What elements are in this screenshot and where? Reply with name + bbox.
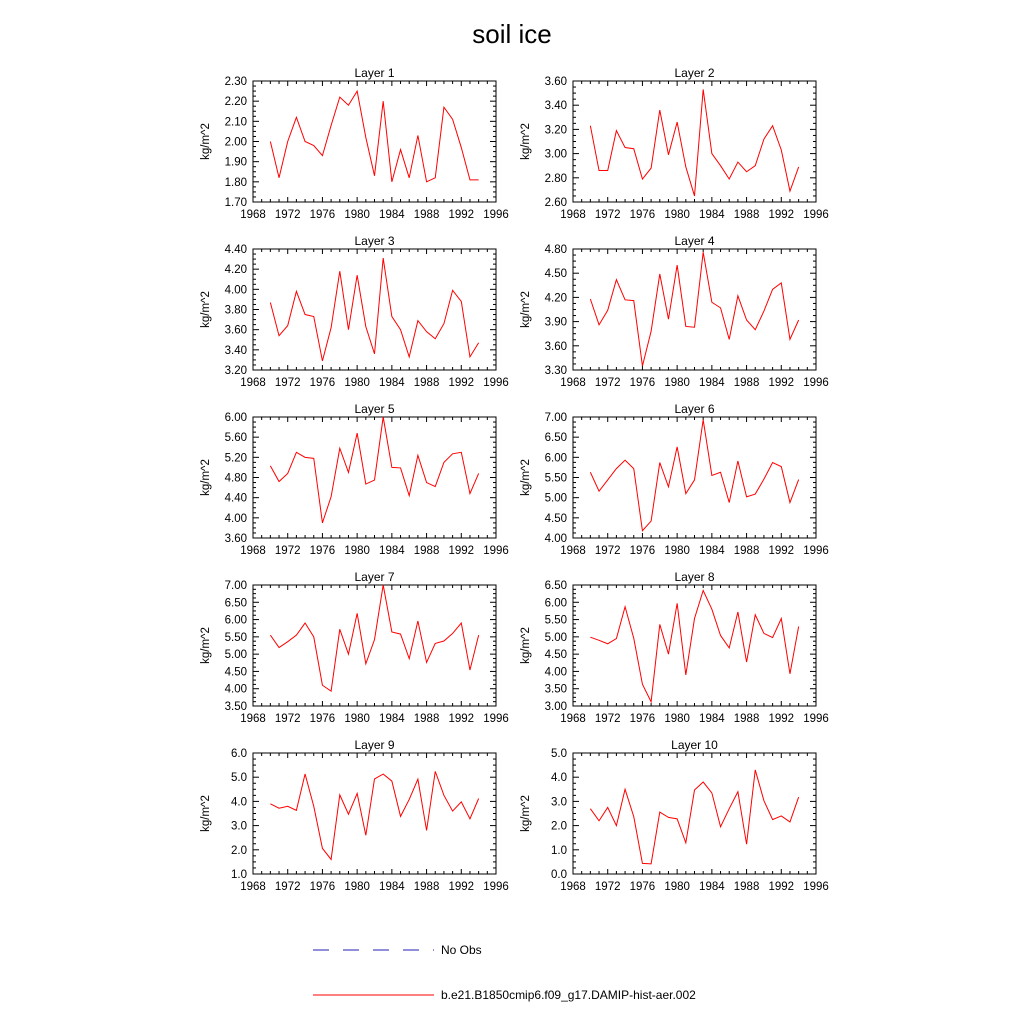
y-tick-label: 3.30 <box>544 365 567 377</box>
y-tick-label: 1.90 <box>224 156 247 169</box>
x-tick-label: 1972 <box>594 377 621 389</box>
panel-title: Layer 9 <box>354 738 395 752</box>
x-tick-label: 1992 <box>448 377 475 389</box>
panel-layer-3 <box>200 234 509 389</box>
y-tick-label: 6.00 <box>544 597 567 610</box>
x-tick-label: 1968 <box>560 377 586 389</box>
x-tick-label: 1996 <box>483 713 509 725</box>
legend <box>313 943 696 1002</box>
y-tick-label: 5.50 <box>224 631 247 644</box>
panel-layer-9 <box>200 738 509 893</box>
x-tick-label: 1988 <box>413 209 440 221</box>
x-tick-label: 1988 <box>733 209 760 221</box>
x-tick-label: 1984 <box>699 713 725 725</box>
y-tick-label: 6.0 <box>231 748 247 760</box>
x-tick-label: 1988 <box>733 713 760 725</box>
y-tick-label: 5.50 <box>544 614 567 627</box>
plot-frame <box>573 249 816 370</box>
legend-label-model: b.e21.B1850cmip6.f09_g17.DAMIP-hist-aer.002 <box>441 988 696 1002</box>
plot-frame <box>253 753 496 874</box>
x-tick-label: 1976 <box>629 545 656 557</box>
x-tick-label: 1996 <box>803 209 829 221</box>
series-line <box>270 585 478 691</box>
legend-label-no-obs: No Obs <box>441 943 482 957</box>
x-tick-label: 1972 <box>274 713 301 725</box>
y-tick-label: 4.20 <box>544 292 567 305</box>
panels-group <box>200 66 829 893</box>
x-tick-label: 1968 <box>240 713 266 725</box>
y-tick-label: 6.50 <box>224 597 247 610</box>
panel-layer-2 <box>520 66 829 221</box>
y-tick-label: 2.0 <box>551 820 567 833</box>
x-tick-label: 1972 <box>274 377 301 389</box>
y-tick-label: 3.80 <box>224 304 247 317</box>
y-tick-label: 1.0 <box>231 869 247 881</box>
y-tick-label: 4.50 <box>544 268 567 281</box>
x-tick-label: 1976 <box>309 545 336 557</box>
x-tick-label: 1988 <box>413 545 440 557</box>
y-tick-label: 2.30 <box>224 76 247 88</box>
panel-layer-8 <box>520 570 829 725</box>
panel-title: Layer 1 <box>354 66 395 80</box>
y-tick-label: 4.50 <box>224 666 247 679</box>
y-tick-label: 4.00 <box>224 284 247 297</box>
y-tick-label: 3.40 <box>224 344 247 357</box>
y-tick-label: 2.20 <box>224 96 247 109</box>
y-tick-label: 3.40 <box>544 100 567 113</box>
x-tick-label: 1976 <box>309 377 336 389</box>
y-tick-label: 3.60 <box>224 324 247 337</box>
y-axis-label: kg/m^2 <box>520 459 532 496</box>
y-tick-label: 2.0 <box>231 844 247 857</box>
x-tick-label: 1968 <box>560 713 586 725</box>
y-tick-label: 3.60 <box>224 533 247 545</box>
panel-layer-6 <box>520 402 829 557</box>
x-tick-label: 1972 <box>594 713 621 725</box>
x-tick-label: 1984 <box>379 881 405 893</box>
series-line <box>270 258 478 361</box>
y-tick-label: 4.0 <box>551 772 567 785</box>
x-tick-label: 1996 <box>483 209 509 221</box>
x-tick-label: 1984 <box>699 209 725 221</box>
y-tick-label: 6.00 <box>224 614 247 627</box>
panel-title: Layer 5 <box>354 402 395 416</box>
y-axis-label: kg/m^2 <box>200 459 212 496</box>
x-tick-label: 1984 <box>379 545 405 557</box>
x-tick-label: 1992 <box>768 545 795 557</box>
panel-layer-7 <box>200 570 509 725</box>
x-tick-label: 1980 <box>344 545 370 557</box>
panel-title: Layer 4 <box>674 234 715 248</box>
y-tick-label: 4.80 <box>544 244 567 256</box>
x-tick-label: 1996 <box>483 377 509 389</box>
y-tick-label: 3.0 <box>551 796 567 809</box>
x-tick-label: 1972 <box>594 881 621 893</box>
series-line <box>270 417 478 523</box>
y-tick-label: 3.50 <box>224 701 247 713</box>
x-tick-label: 1968 <box>240 545 266 557</box>
x-tick-label: 1988 <box>733 377 760 389</box>
x-tick-label: 1980 <box>664 713 690 725</box>
x-tick-label: 1972 <box>274 545 301 557</box>
y-tick-label: 1.0 <box>551 844 567 857</box>
y-tick-label: 6.50 <box>544 432 567 445</box>
y-tick-label: 2.00 <box>224 136 247 149</box>
y-tick-label: 3.90 <box>544 316 567 329</box>
x-tick-label: 1988 <box>413 377 440 389</box>
x-tick-label: 1968 <box>240 377 266 389</box>
y-tick-label: 5.20 <box>224 452 247 465</box>
y-axis-label: kg/m^2 <box>520 627 532 664</box>
plot-frame <box>573 81 816 202</box>
y-tick-label: 4.00 <box>544 666 567 679</box>
x-tick-label: 1972 <box>594 545 621 557</box>
y-tick-label: 4.20 <box>224 264 247 277</box>
x-tick-label: 1984 <box>379 713 405 725</box>
panel-layer-4 <box>520 234 829 389</box>
x-tick-label: 1992 <box>448 713 475 725</box>
y-tick-label: 5.50 <box>544 472 567 485</box>
x-tick-label: 1968 <box>240 209 266 221</box>
y-tick-label: 5.00 <box>544 631 567 644</box>
x-tick-label: 1984 <box>699 377 725 389</box>
panel-title: Layer 10 <box>671 738 718 752</box>
x-tick-label: 1996 <box>803 545 829 557</box>
y-tick-label: 4.40 <box>224 492 247 505</box>
x-tick-label: 1992 <box>448 545 475 557</box>
y-tick-label: 4.00 <box>224 512 247 525</box>
x-tick-label: 1996 <box>483 881 509 893</box>
y-tick-label: 1.70 <box>224 197 247 209</box>
y-tick-label: 1.80 <box>224 176 247 189</box>
y-tick-label: 0.0 <box>551 869 567 881</box>
x-tick-label: 1992 <box>448 881 475 893</box>
figure-title: soil ice <box>472 19 552 49</box>
y-tick-label: 5.00 <box>224 649 247 662</box>
panel-layer-5 <box>200 402 509 557</box>
series-line <box>590 420 798 531</box>
panel-layer-10 <box>520 738 829 893</box>
x-tick-label: 1996 <box>803 713 829 725</box>
x-tick-label: 1984 <box>379 209 405 221</box>
x-tick-label: 1980 <box>664 545 690 557</box>
y-tick-label: 3.60 <box>544 76 567 88</box>
x-tick-label: 1972 <box>594 209 621 221</box>
series-line <box>590 591 798 702</box>
x-tick-label: 1976 <box>629 209 656 221</box>
x-tick-label: 1988 <box>733 545 760 557</box>
x-tick-label: 1968 <box>560 209 586 221</box>
y-axis-label: kg/m^2 <box>200 123 212 160</box>
y-tick-label: 3.60 <box>544 340 567 353</box>
y-tick-label: 2.80 <box>544 172 567 185</box>
x-tick-label: 1968 <box>560 881 586 893</box>
y-tick-label: 7.00 <box>544 412 567 424</box>
y-tick-label: 4.40 <box>224 244 247 256</box>
series-line <box>590 252 798 366</box>
x-tick-label: 1988 <box>733 881 760 893</box>
x-tick-label: 1988 <box>413 881 440 893</box>
x-tick-label: 1996 <box>803 881 829 893</box>
y-tick-label: 2.10 <box>224 116 247 129</box>
y-tick-label: 4.50 <box>544 512 567 525</box>
x-tick-label: 1992 <box>768 209 795 221</box>
y-axis-label: kg/m^2 <box>200 795 212 832</box>
y-axis-label: kg/m^2 <box>520 291 532 328</box>
y-tick-label: 6.00 <box>544 452 567 465</box>
x-tick-label: 1976 <box>309 209 336 221</box>
x-tick-label: 1980 <box>344 209 370 221</box>
y-tick-label: 2.60 <box>544 197 567 209</box>
x-tick-label: 1996 <box>483 545 509 557</box>
y-tick-label: 4.80 <box>224 472 247 485</box>
y-tick-label: 3.00 <box>544 701 567 713</box>
panel-title: Layer 6 <box>674 402 715 416</box>
y-tick-label: 4.0 <box>231 796 247 809</box>
x-tick-label: 1980 <box>664 881 690 893</box>
x-tick-label: 1984 <box>699 881 725 893</box>
x-tick-label: 1992 <box>448 209 475 221</box>
panel-title: Layer 7 <box>354 570 395 584</box>
y-tick-label: 6.00 <box>224 412 247 424</box>
x-tick-label: 1972 <box>274 881 301 893</box>
x-tick-label: 1992 <box>768 377 795 389</box>
y-axis-label: kg/m^2 <box>200 291 212 328</box>
x-tick-label: 1980 <box>344 377 370 389</box>
y-tick-label: 5.0 <box>231 772 247 785</box>
x-tick-label: 1988 <box>413 713 440 725</box>
plot-frame <box>573 753 816 874</box>
y-tick-label: 6.50 <box>544 580 567 592</box>
y-tick-label: 4.00 <box>224 683 247 696</box>
x-tick-label: 1980 <box>664 377 690 389</box>
y-tick-label: 5.0 <box>551 748 567 760</box>
y-tick-label: 4.50 <box>544 649 567 662</box>
y-axis-label: kg/m^2 <box>520 795 532 832</box>
x-tick-label: 1976 <box>309 713 336 725</box>
x-tick-label: 1980 <box>344 881 370 893</box>
y-tick-label: 4.00 <box>544 533 567 545</box>
panel-layer-1 <box>200 66 509 221</box>
y-axis-label: kg/m^2 <box>200 627 212 664</box>
x-tick-label: 1968 <box>240 881 266 893</box>
x-tick-label: 1968 <box>560 545 586 557</box>
y-axis-label: kg/m^2 <box>520 123 532 160</box>
plot-frame <box>253 585 496 706</box>
x-tick-label: 1980 <box>344 713 370 725</box>
x-tick-label: 1992 <box>768 881 795 893</box>
x-tick-label: 1976 <box>629 881 656 893</box>
x-tick-label: 1976 <box>309 881 336 893</box>
x-tick-label: 1984 <box>699 545 725 557</box>
x-tick-label: 1976 <box>629 713 656 725</box>
series-line <box>590 770 798 864</box>
x-tick-label: 1992 <box>768 713 795 725</box>
y-tick-label: 3.00 <box>544 148 567 161</box>
y-tick-label: 5.00 <box>544 492 567 505</box>
x-tick-label: 1984 <box>379 377 405 389</box>
panel-title: Layer 3 <box>354 234 395 248</box>
x-tick-label: 1976 <box>629 377 656 389</box>
x-tick-label: 1972 <box>274 209 301 221</box>
y-tick-label: 7.00 <box>224 580 247 592</box>
x-tick-label: 1980 <box>664 209 690 221</box>
series-line <box>270 91 478 182</box>
y-tick-label: 5.60 <box>224 432 247 445</box>
plot-frame <box>573 585 816 706</box>
y-tick-label: 3.20 <box>224 365 247 377</box>
y-tick-label: 3.50 <box>544 683 567 696</box>
x-tick-label: 1996 <box>803 377 829 389</box>
panel-title: Layer 8 <box>674 570 715 584</box>
panel-title: Layer 2 <box>674 66 715 80</box>
series-line <box>270 771 478 859</box>
y-tick-label: 3.20 <box>544 124 567 137</box>
series-line <box>590 89 798 195</box>
y-tick-label: 3.0 <box>231 820 247 833</box>
